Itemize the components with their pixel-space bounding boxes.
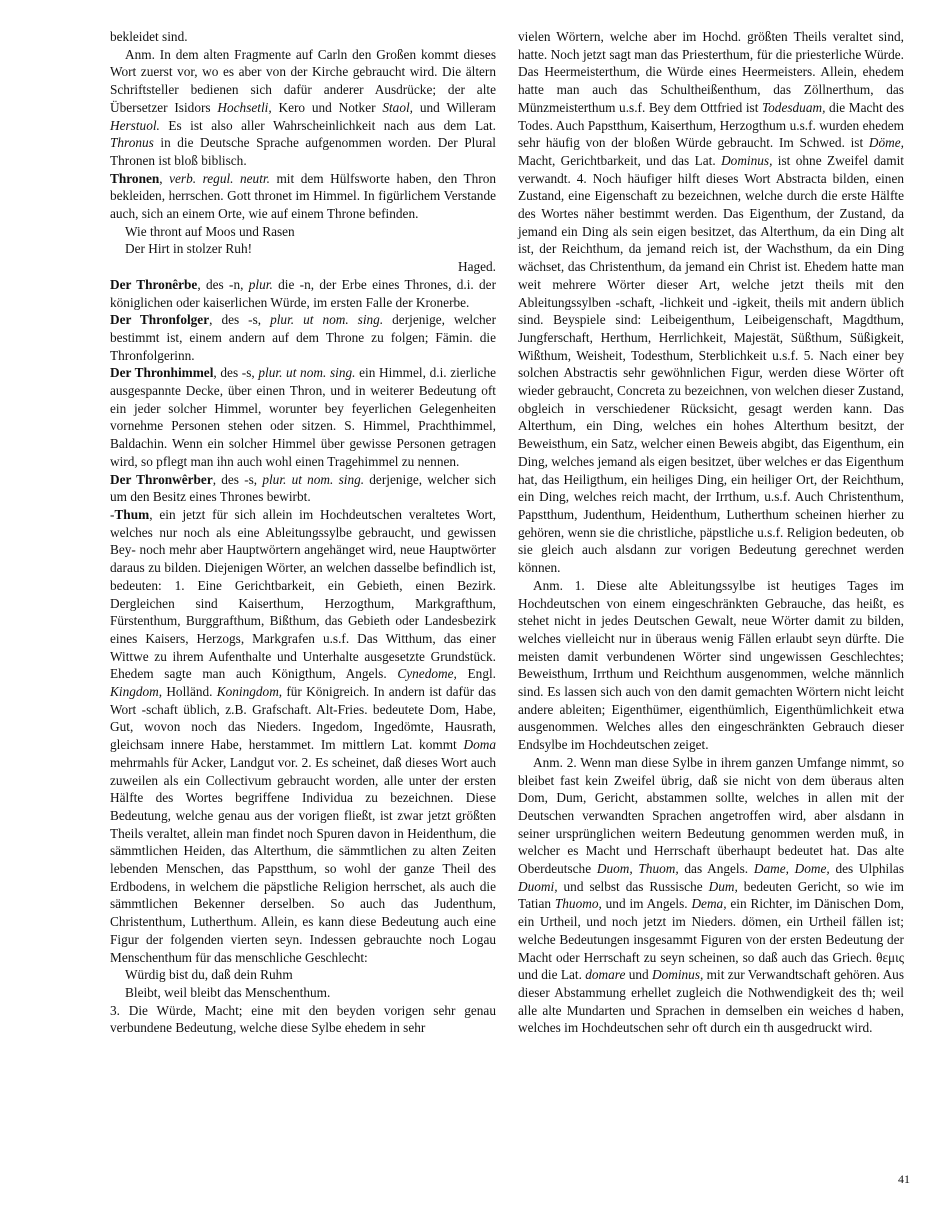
entry-thronfolger: Der Thronfolger, des -s, plur. ut nom. sing. derjenige, welcher bestimmt ist, einem andern auf dem Throne zu folgen; Fämin. die Thronfolgerinn. <box>110 312 497 363</box>
verse-line: Würdig bist du, daß dein Ruhm <box>125 967 293 983</box>
page-number: 41 <box>898 1172 910 1186</box>
annotation-paragraph: Anm. 2. Wenn man diese Sylbe in ihrem ganzen Umfange nimmt, so bleibet fast kein Zweifel übrig, daß sie nicht von dem überaus alten Dom, Dum, Gericht, abstammen sollte, welches in allen mit der Deutschen verwandten Sprachen angetroffen wird, aber alsdann in seiner ursprünglichen weitern Bedeutung genommen werden muß, in welcher es Macht und Herrschaft überhaupt bedeutet hat. Das alte Oberdeutsche Duom, Thuom, das Angels. Dame, Dome, des Ulphilas Duomi, und selbst das Russische Dum, bedeuten Gericht, so wie im Tatian Thuomo, und im Angels. Dema, ein Richter, im Dänischen Dom, ein Urtheil, und noch jetzt im Nieders. dömen, ein Urtheil fällen ist; welche Bedeutungen insgesammt Figuren von der ersten Bedeutung der Macht oder Herrschaft zu seyn scheinen, so daß auch das Griech. θεμις und die Lat. domare und Dominus, mit zur Verwandtschaft gehören. Aus dieser Abstammung erhellet zugleich die Nothwendigkeit des th; weil alle alte Mundarten und Sprachen in demselben ein weiches d haben, welches im Hochdeutschen sehr oft durch ein th ausgedruckt wird. <box>518 754 905 1036</box>
entry-throneerbe: Der Thronêrbe, des -n, plur. die -n, der Erbe eines Thrones, d.i. der königlichen oder kaiserlichen Würde, im ersten Falle der Kronerbe. <box>110 276 497 310</box>
headword: Der Thronwêrber <box>110 471 213 487</box>
paragraph: bekleidet sind. <box>110 29 188 44</box>
left-column <box>110 28 496 1037</box>
headword: Der Thronhimmel <box>110 365 214 381</box>
entry-thronen: Thronen, verb. regul. neutr. mit dem Hülfsworte haben, den Thron bekleiden, herrschen. Gott thronet im Himmel. In figürlichem Verstande auch, sich an einem Orte, wie auf einem Throne befinden. <box>110 170 497 222</box>
headword: Thronen <box>110 170 160 186</box>
paragraph: vielen Wörtern, welche aber im Hochd. größten Theils veraltet sind, hatte. Noch jetzt sagt man das Priesterthum, für die priesterliche Würde. Das Heermeisterthum, die Würde eines Heermeisters. Allein, ehedem hatte man auch das Schultheißenthum, das Zöllnerthum, das Münzmeisterthum u.s.f. Bey dem Ottfried ist Todesduam, die Macht des Todes. Auch Papstthum, Kaiserthum, Herzogthum u.s.f. wurden ehedem sehr häufig von der bloßen Würde gebraucht. Im Schwed. ist Döme, Macht, Gerichtbarkeit, und das Lat. Dominus, ist ohne Zweifel damit verwandt. 4. Noch häufiger hilft dieses Wort Abstracta bilden, einen Zustand, eine Eigenschaft zu bezeichnen, welche durch die erste Hälfte des Wortes näher bestimmt werden. Das Eigenthum, der Zustand, da jemand ein Ding als sein eigen besitzet, das Alterthum, da ein Ding alt ist, der Reichthum, da jemand reich ist, der Wachsthum, da ein Ding wächset, das Christenthum, da jemand ein Christ ist. Ehedem hatte man weit mehrere Wörter dieser Art, welche jetzt theils mit den Ableitungssylben -schaft, -lichkeit und -igkeit, theils mit andern üblich sind. Beyspiele sind: Leibeigenthum, Leibeigenschaft, Magdthum, Jungferschaft, Herthum, Herrlichkeit, Majestät, Süßthum, Süßigkeit, Wißthum, Weisheit, Todesthum, Sterblichkeit u.s.f. 5. Nach einer bey solchen Abstractis sehr gewöhnlichen Figur, werden diese Wörter oft wieder gebraucht, Concreta zu bezeichnen, von welchen dieser Zustand, obgleich in verschiedener Rücksicht, gesagt werden kann. Das Alterthum, ein Ding, welches ein hohes Alterthum besitzt, der Beweisthum, ein Satz, welcher einen Beweis abgibt, das Eigenthum, ein Ding, welches jemand als eigen besitzet, über welches er das Eigenthum hat, das Heiligthum, ein heiliges Ding, ein heiliger Ort, der Reichthum, ein Ding, welches reich macht, der Irrthum, u.s.f. Auch Christenthum, Papstthum, Judenthum, Heidenthum, Lutherthum scheinen hierher zu gehören, wenn sie die christliche, päpstliche u.s.f. Religion bedeuten, ob sie gleich auch alsdann zur vorigen Bedeutung gerechnet werden können. <box>518 29 904 576</box>
verse-source: Haged. <box>457 259 496 275</box>
verse-line: Der Hirt in stolzer Ruh! <box>125 241 253 257</box>
paragraph: 3. Die Würde, Macht; eine mit den beyden vorigen sehr genau verbundene Bedeutung, welche diese Sylbe ehedem in sehr <box>110 1002 496 1036</box>
annotation-paragraph: Anm. In dem alten Fragmente auf Carln den Großen kommt dieses Wort zuerst vor, wo es aber von der Kirche gebraucht wird. Die ältern Schriftsteller bedienen sich dafür anderer Ausdrücke; der alte Übersetzer Isidors Hochsetli, Kero und Notker Staol, und Willeram Herstuol. Es ist also aller Wahrscheinlichkeit nach aus dem Lat. Thronus in die Deutsche Sprache aufgenommen worden. Der Plural Thronen ist bloß biblisch. <box>110 46 496 168</box>
entry-thum: -Thum, ein jetzt für sich allein im Hochdeutschen veraltetes Wort, welches nur noch als eine Ableitungssylbe gebraucht, und gewissen Bey- noch mehr aber Hauptwörtern angehänget wird, neue Hauptwörter daraus zu bilden. Diejenigen Wörter, an welchen dasselbe befindlich ist, bedeuten: 1. Eine Gerichtbarkeit, ein Gebieth, einen Bezirk. Dergleichen sind Kaiserthum, Herzogthum, Markgrafthum, Fürstenthum, Burggrafthum, Bißthum, das Gebieth oder Landesbezirk eines Kaisers, Herzogs, Markgrafen u.s.f. Das Witthum, das einer Wittwe zu ihrem Aufenthalte und Unterhalte ausgesetzte Grundstück. Ehedem sagte man auch Königthum, Angels. Cynedome, Engl. Kingdom, Holländ. Koningdom, für Königreich. In andern ist dafür das Wort -schaft üblich, z.B. Grafschaft. Alt-Fries. bedeutete Dom, Habe, Gut, wovon noch das Nieders. Ingedom, Ingedömte, Hausrath, gleichsam innere Habe, herstammet. Im mittlern Lat. kommt Doma mehrmahls für Acker, Landgut vor. 2. Es scheinet, daß dieses Wort auch zuweilen als ein Collectivum gebraucht worden, alle unter der ersten Hälfte des Wortes begriffene Individua zu bezeichnen. Diese Bedeutung, welche genau aus der vorigen fließt, ist zwar jetzt größten Theils veraltet, allein man findet noch Spuren davon in Heidenthum, die sämmtlichen Heiden, das Alterthum, die sämmtlichen zu alten Zeiten lebenden Menschen, das Papstthum, so wohl der ganze Theil des Erdbodens, in welchem die päpstliche Religion herrschet, als auch die sämmtlichen Bekenner derselben. So auch das Judenthum, Christenthum, Lutherthum. Allein, es kann diese Bedeutung auch eine Figur der folgenden vierten seyn. Indessen gebrauchte noch Logau Menschenthum für das menschliche Geschlecht: <box>110 506 497 965</box>
annotation-paragraph: Anm. 1. Diese alte Ableitungssylbe ist heutiges Tages im Hochdeutschen von einem eingeschränkten Gebrauche, das heißt, es stehet nicht in jedes Deutschen Gewalt, neue Wörter damit zu bilden, welches vielleicht nur in überaus wenig Fällen erlaubt seyn dürfte. Die meisten damit verbundenen Wörter sind ungewissen Geschlechtes; Beweisthum, Irrthum und Reichthum ausgenommen, welche männlich sind. Es lassen sich auch von den damit gemachten Wörtern nicht leicht andere ableiten; Eigenthümer, eigenthümlich, Eigenthümlichkeit etwa ausgenommen. Welches alles den eingeschränkten Gebrauch dieser Endsylbe im Hochdeutschen zeiget. <box>518 577 904 753</box>
headword: Der Thronfolger <box>110 312 210 328</box>
verse-line: Wie thront auf Moos und Rasen <box>125 223 295 239</box>
entry-thronhimmel: Der Thronhimmel, des -s, plur. ut nom. sing. ein Himmel, d.i. zierliche ausgespannte Decke, über einen Thron, und in weiterer Bedeutung oft ein jeder solcher Himmel, worunter bey feyerlichen Gelegenheiten vornehme Personen stehen oder sitzen. S. Himmel, Prachthimmel, Baldachin. Wenn ein solcher Himmel über gewisse Personen getragen wird, so pflegt man ihn auch wohl einen Tragehimmel zu nennen. <box>110 365 497 469</box>
headword: Thum <box>114 506 150 522</box>
entry-thronwerber: Der Thronwêrber, des -s, plur. ut nom. sing. derjenige, welcher sich um den Besitz eines Thrones bewirbt. <box>110 471 496 505</box>
verse-line: Bleibt, weil bleibt das Menschenthum. <box>125 984 331 1000</box>
right-column <box>518 28 904 1037</box>
headword: Der Thronêrbe <box>110 276 198 292</box>
